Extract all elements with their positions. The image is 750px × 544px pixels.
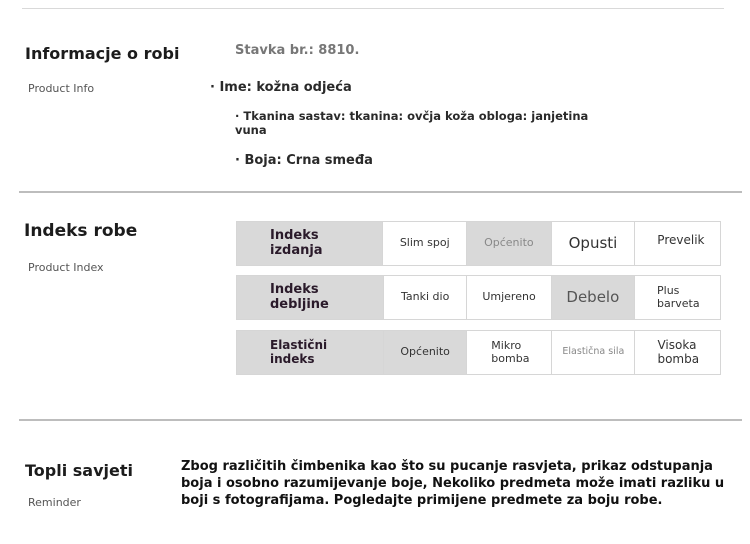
index-title: Indeks robe xyxy=(24,221,138,241)
index-option: Umjereno xyxy=(466,276,550,319)
index-option-selected: Opusti xyxy=(551,222,635,265)
info-divider xyxy=(19,191,742,193)
item-name: · Ime: kožna odjeća xyxy=(210,80,352,95)
info-title: Informacje o robi xyxy=(25,44,180,63)
index-option: Slim spoj xyxy=(382,222,466,265)
index-option-selected: Debelo xyxy=(551,276,634,319)
index-row-elasticity xyxy=(236,330,721,375)
index-option: Prevelik xyxy=(634,222,720,265)
item-number: Stavka br.: 8810. xyxy=(235,43,360,58)
index-row-label: Elastični indeks xyxy=(237,331,383,374)
index-option-selected: Općenito xyxy=(383,331,466,374)
index-subtitle: Product Index xyxy=(28,261,104,274)
index-option: Visoka bomba xyxy=(634,331,720,374)
item-color: · Boja: Crna smeđa xyxy=(235,153,373,168)
item-fabric: · Tkanina sastav: tkanina: ovčja koža obloga: janjetina vuna xyxy=(235,109,589,137)
index-option: Tanki dio xyxy=(383,276,466,319)
index-option: Mikro bomba xyxy=(466,331,551,374)
reminder-divider xyxy=(19,419,742,421)
top-divider xyxy=(22,8,724,9)
index-row-label: Indeks debljine xyxy=(237,276,383,319)
index-option: Plus barveta xyxy=(634,276,720,319)
reminder-text: Zbog različitih čimbenika kao što su pucanje rasvjeta, prikaz odstupanja boja i osobno razumijevanje boje, Nekoliko predmeta može imati razliku u boji s fotografijama. Pogledajte primijene predmete za boju robe. xyxy=(181,459,725,508)
info-subtitle: Product Info xyxy=(28,82,95,95)
index-row-label: Indeks izdanja xyxy=(237,222,382,265)
index-option: Općenito xyxy=(466,222,551,265)
index-option: Elastična sila xyxy=(551,331,634,374)
index-row-thickness xyxy=(236,275,721,320)
reminder-title: Topli savjeti xyxy=(25,461,133,480)
index-row-fit xyxy=(236,221,721,266)
reminder-subtitle: Reminder xyxy=(28,496,81,509)
